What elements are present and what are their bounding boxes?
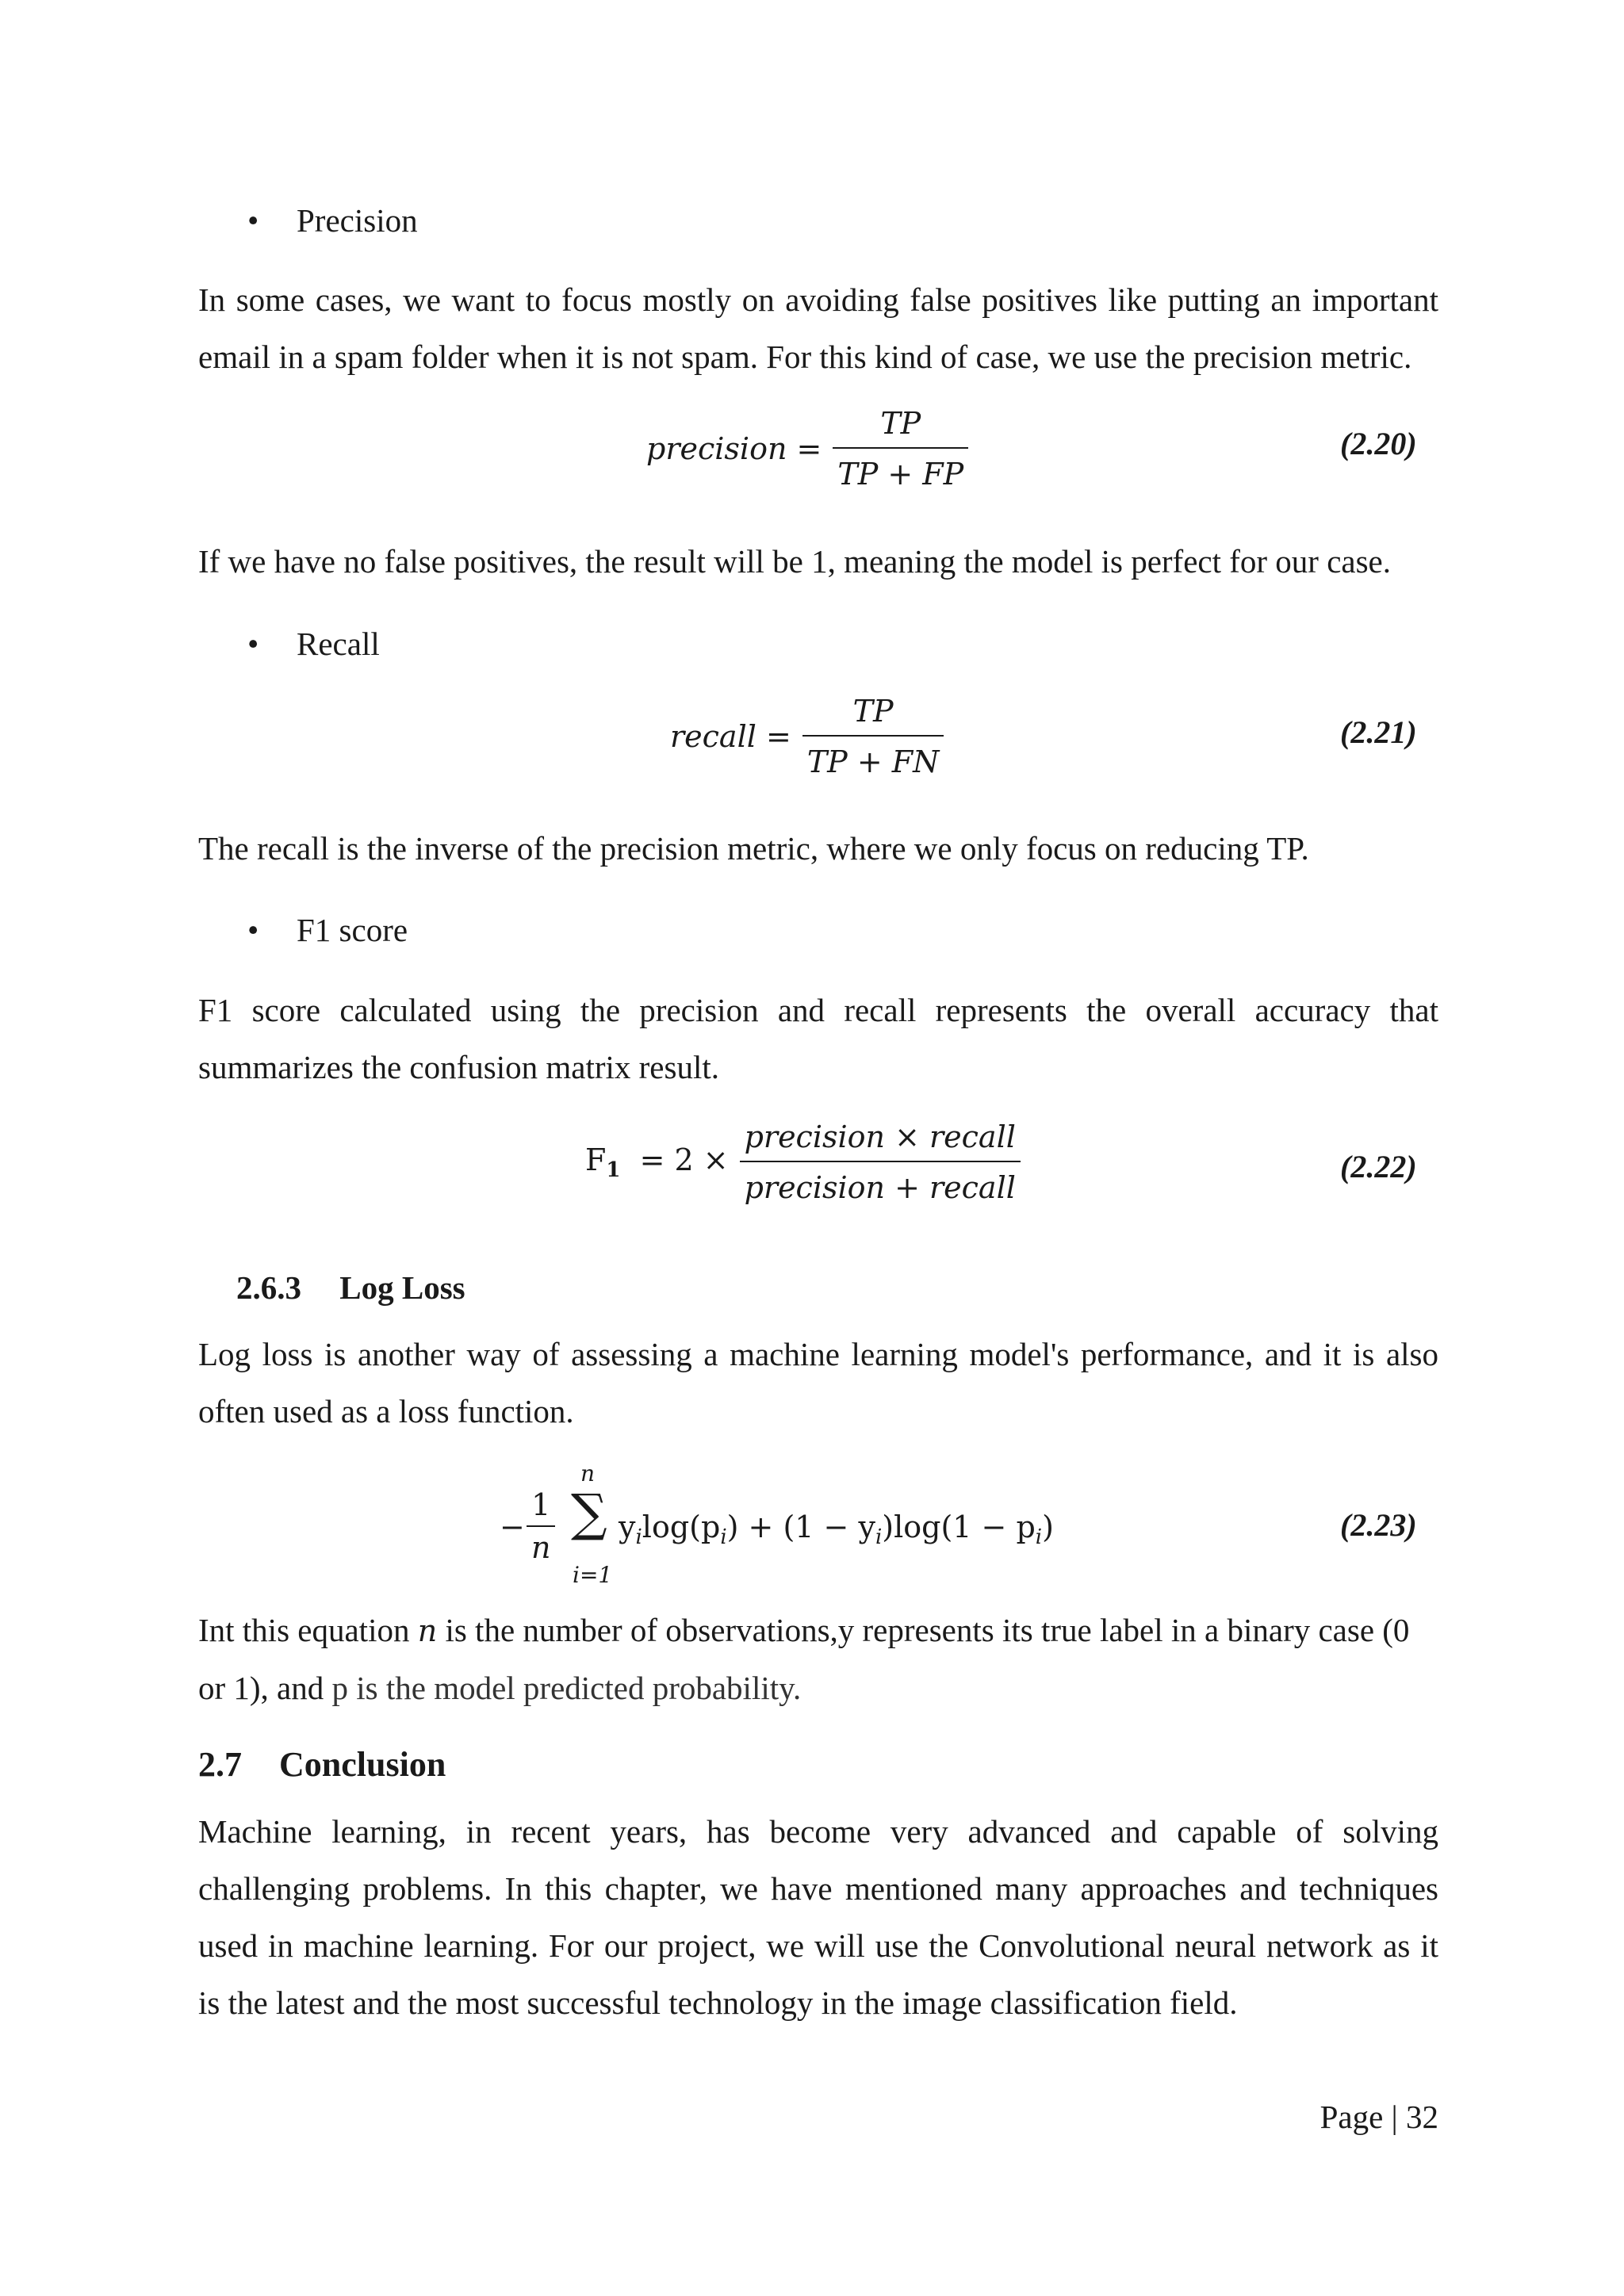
equation-number: (2.20) xyxy=(1340,426,1417,461)
equation-lhs: $F_1 = 2$ × xyxy=(585,1142,729,1182)
sum-bottom: i=1 xyxy=(573,1562,613,1588)
bullet-precision xyxy=(0,197,1624,244)
bullet-label: Recall xyxy=(297,626,380,662)
sum-top: n xyxy=(580,1460,596,1487)
equation-log-loss xyxy=(500,1460,1134,1594)
sum-icon: ∑ xyxy=(571,1484,607,1543)
minus-sign: − xyxy=(500,1510,525,1544)
equation-precision xyxy=(646,406,968,492)
bullet-label: Precision xyxy=(297,202,418,239)
equation-number: (2.21) xyxy=(1340,714,1417,750)
equation-lhs: precision = xyxy=(646,431,822,466)
bullet-f1 xyxy=(0,906,1624,954)
paragraph-f1: F1 score calculated using the precision and recall represents the overall accuracy that summarizes the confusion matrix result. xyxy=(198,992,1438,1085)
bullet-dot: • xyxy=(247,626,259,662)
equation-recall xyxy=(670,694,944,779)
paragraph-precision: In some cases, we want to focus mostly on avoiding false positives like putting an important email in a spam folder when it is not spam. For this kind of case, we use the precision metric. xyxy=(198,281,1438,375)
fraction-one-over-n: $\frac{1}{n}$ xyxy=(527,1487,555,1565)
paragraph-log-loss-explanation: Int this equation n is the number of observations,y represents its true label in a binary case (0 or 1), and p is the model predicted probability. xyxy=(198,1612,1410,1706)
equation-number: (2.22) xyxy=(1340,1149,1417,1184)
paragraph-log-loss: Log loss is another way of assessing a machine learning model's performance, and it is also often used as a loss function. xyxy=(198,1336,1438,1429)
section-heading-conclusion: 2.7 Conclusion xyxy=(198,1745,446,1784)
equation-fraction: $\frac{\text{precision × recall}}{\text{precision + recall}}$ xyxy=(740,1119,1021,1205)
equation-f1 xyxy=(585,1119,1021,1205)
equation-fraction: $\frac{TP}{TP + FN}$ xyxy=(802,694,944,779)
equation-lhs: recall = xyxy=(670,719,791,754)
paragraph-after-precision: If we have no false positives, the result will be 1, meaning the model is perfect for our case. xyxy=(198,543,1391,580)
equation-number: (2.23) xyxy=(1340,1507,1417,1543)
bullet-dot: • xyxy=(247,202,259,239)
log-loss-body: $y_i\log(p_i) + (1 - y_i)\log(1 - p_i)$ xyxy=(619,1510,1054,1549)
section-heading-log-loss: 2.6.3 Log Loss xyxy=(236,1269,465,1306)
paragraph-conclusion: Machine learning, in recent years, has become very advanced and capable of solving challenging problems. In this chapter, we have mentioned many approaches and techniques used in machine learning. For our project, we will use the Convolutional neural network as it is the latest and the most successful technology in the image classification field. xyxy=(198,1813,1438,2021)
bullet-recall xyxy=(0,620,1624,668)
bullet-dot: • xyxy=(247,912,259,948)
paragraph-after-recall: The recall is the inverse of the precision metric, where we only focus on reducing TP. xyxy=(198,830,1309,867)
bullet-label: F1 score xyxy=(297,912,408,948)
page-number: Page | 32 xyxy=(1320,2099,1438,2135)
equation-fraction: $\frac{TP}{TP + FP}$ xyxy=(833,406,968,492)
